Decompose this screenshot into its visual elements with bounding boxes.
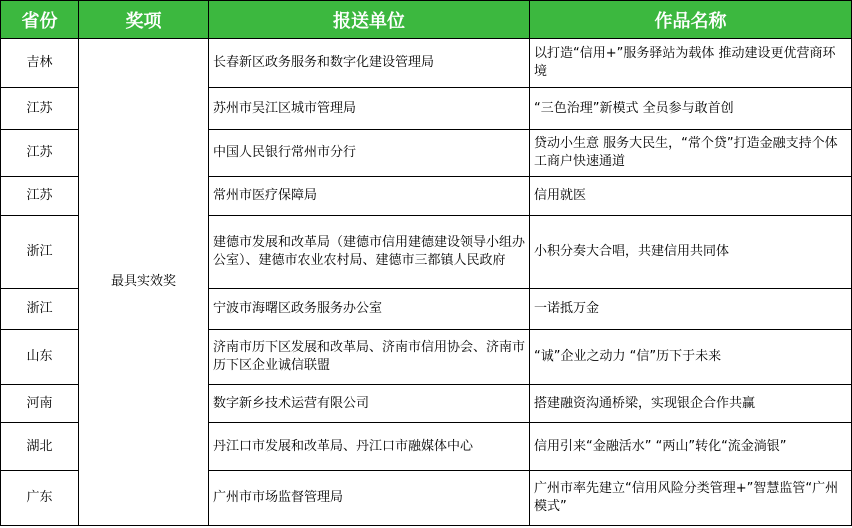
header-work: 作品名称	[530, 1, 852, 39]
work-cell: 以打造“信用+”服务驿站为载体 推动建设更优营商环境	[530, 39, 852, 88]
province-cell: 江苏	[1, 88, 79, 130]
table-body	[1, 39, 852, 526]
work-cell: 信用引来“金融活水” “两山”转化“流金淌银”	[530, 423, 852, 471]
unit-cell: 广州市市场监督管理局	[209, 471, 530, 526]
work-cell: “诚”企业之动力 “信”历下于未来	[530, 330, 852, 385]
table-header	[1, 1, 852, 39]
work-cell: 小积分奏大合唱，共建信用共同体	[530, 216, 852, 289]
unit-cell: 宁波市海曙区政务服务办公室	[209, 289, 530, 330]
header-unit: 报送单位	[209, 1, 530, 39]
province-cell: 浙江	[1, 216, 79, 289]
province-cell: 江苏	[1, 177, 79, 216]
unit-cell: 建德市发展和改革局（建德市信用建德建设领导小组办公室）、建德市农业农村局、建德市三都镇人民政府	[209, 216, 530, 289]
work-cell: 广州市率先建立“信用风险分类管理+”智慧监管“广州模式”	[530, 471, 852, 526]
work-cell: 信用就医	[530, 177, 852, 216]
work-cell: 搭建融资沟通桥梁，实现银企合作共赢	[530, 385, 852, 423]
unit-cell: 常州市医疗保障局	[209, 177, 530, 216]
work-cell: 贷动小生意 服务大民生，“常个贷”打造金融支持个体工商户快速通道	[530, 130, 852, 177]
header-province: 省份	[1, 1, 79, 39]
province-cell: 河南	[1, 385, 79, 423]
work-cell: 一诺抵万金	[530, 289, 852, 330]
unit-cell: 长春新区政务服务和数字化建设管理局	[209, 39, 530, 88]
table-row	[1, 39, 852, 88]
header-award: 奖项	[79, 1, 209, 39]
award-cell: 最具实效奖	[79, 39, 209, 526]
province-cell: 广东	[1, 471, 79, 526]
province-cell: 江苏	[1, 130, 79, 177]
unit-cell: 济南市历下区发展和改革局、济南市信用协会、济南市历下区企业诚信联盟	[209, 330, 530, 385]
province-cell: 浙江	[1, 289, 79, 330]
header-row	[1, 1, 852, 39]
unit-cell: 丹江口市发展和改革局、丹江口市融媒体中心	[209, 423, 530, 471]
work-cell: “三色治理”新模式 全员参与敢首创	[530, 88, 852, 130]
province-cell: 吉林	[1, 39, 79, 88]
unit-cell: 中国人民银行常州市分行	[209, 130, 530, 177]
province-cell: 山东	[1, 330, 79, 385]
unit-cell: 苏州市吴江区城市管理局	[209, 88, 530, 130]
province-cell: 湖北	[1, 423, 79, 471]
unit-cell: 数字新乡技术运营有限公司	[209, 385, 530, 423]
